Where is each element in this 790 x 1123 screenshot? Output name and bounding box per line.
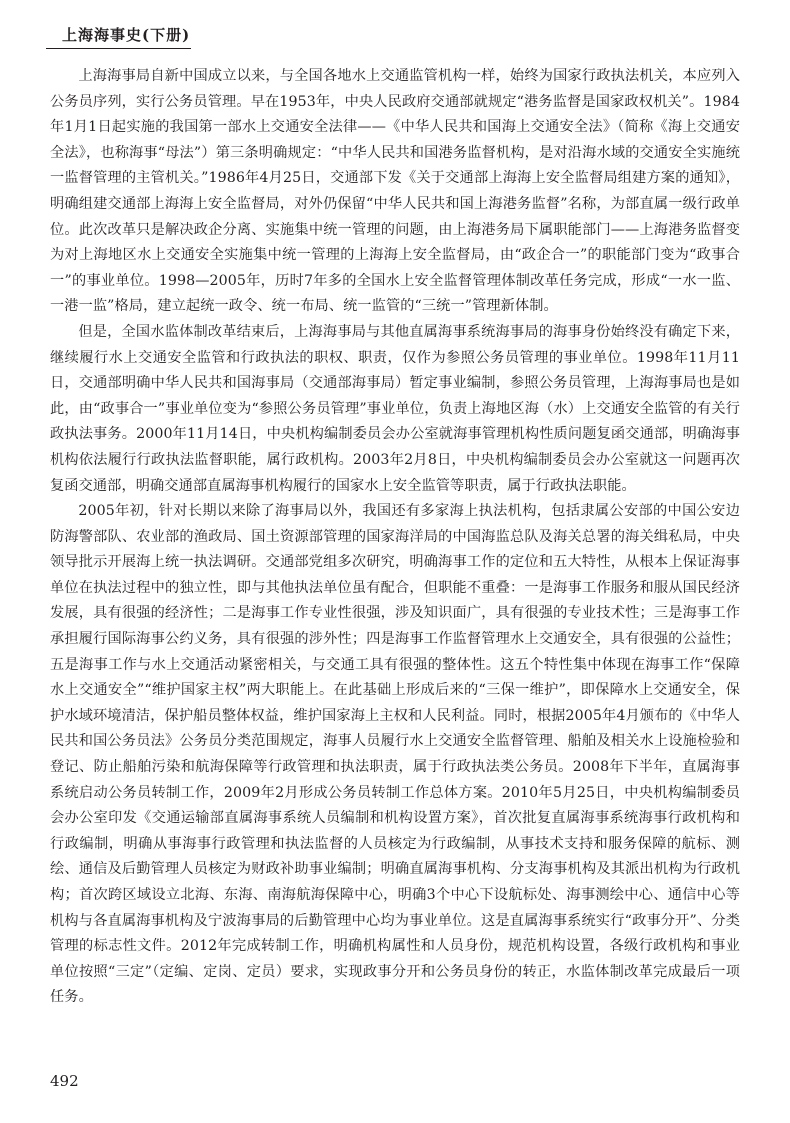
paragraph-3: 2005年初，针对长期以来除了海事局以外，我国还有多家海上执法机构，包括隶属公安部的中国公安边防海警部队、农业部的渔政局、国土资源部管理的国家海洋局的中国海监总队及海关总署的海关缉私局，中央领导批示开展海上统一执法调研。交通部党组多次研究，明确海事工作的定位和五大特性，从根本上保证海事单位在执法过程中的独立性，即与其他执法单位虽有配合，但职能不重叠：一是海事工作服务和服从国民经济发展，具有很强的经济性；二是海事工作专业性很强，涉及知识面广，具有很强的专业技术性；三是海事工作承担履行国际海事公约义务，具有很强的涉外性；四是海事工作监督管理水上交通安全，具有很强的公益性；五是海事工作与水上交通活动紧密相关，与交通工具有很强的整体性。这五个特性集中体现在海事工作“保障水上交通安全”“维护国家主权”两大职能上。在此基础上形成后来的“三保一维护”，即保障水上交通安全，保护水域环境清洁，保护船员整体权益，维护国家海上主权和人民利益。同时，根据2005年4月颁布的《中华人民共和国公务员法》公务员分类范围规定，海事人员履行水上交通安全监督管理、船舶及相关水上设施检验和登记、防止船舶污染和航海保障等行政管理和执法职责，属于行政执法类公务员。2008年下半年，直属海事系统启动公务员转制工作，2009年2月形成公务员转制工作总体方案。2010年5月25日，中央机构编制委员会办公室印发《交通运输部直属海事系统人员编制和机构设置方案》，首次批复直属海事系统海事行政机构和行政编制，明确从事海事行政管理和执法监督的人员核定为行政编制，从事技术支持和服务保障的航标、测绘、通信及后勤管理人员核定为财政补助事业编制；明确直属海事机构、分支海事机构及其派出机构为行政机构；首次跨区域设立北海、东海、南海航海保障中心，明确3个中心下设航标处、海事测绘中心、通信中心等机构与各直属海事机构及宁波海事局的后勤管理中心均为事业单位。这是直属海事系统实行“政事分开”、分类管理的标志性文件。2012年完成转制工作，明确机构属性和人员身份，规范机构设置，各级行政机构和事业单位按照“三定”（定编、定岗、定员）要求，实现政事分开和公务员身份的转正，水监体制改革完成最后一项任务。 xyxy=(50,503,740,1006)
body-text xyxy=(50,64,740,1011)
running-header xyxy=(46,18,191,52)
paragraph-1: 上海海事局自新中国成立以来，与全国各地水上交通监管机构一样，始终为国家行政执法机关，本应列入公务员序列，实行公务员管理。早在1953年，中央人民政府交通部就规定“港务监督是国家政权机关”。1984年1月1日起实施的我国第一部水上交通安全法律——《中华人民共和国海上交通安全法》（简称《海上交通安全法》，也称海事“母法”）第三条明确规定：“中华人民共和国港务监督机构，是对沿海水域的交通安全实施统一监督管理的主管机关。”1986年4月25日，交通部下发《关于交通部上海海上安全监督局组建方案的通知》，明确组建交通部上海海上安全监督局，对外仍保留“中华人民共和国上海港务监督”名称，为部直属一级行政单位。此次改革只是解决政企分离、实施集中统一管理的问题，由上海港务局下属职能部门——上海港务监督变为对上海地区水上交通安全实施集中统一管理的上海海上安全监督局，由“政企合一”的职能部门变为“政事合一”的事业单位。1998—2005年，历时7年多的全国水上安全监督管理体制改革任务完成，形成“一水一监、一港一监”格局，建立起统一政令、统一布局、统一监管的“三统一”管理新体制。 xyxy=(50,68,740,315)
book-title: 上海海事史(下册) xyxy=(62,26,191,44)
header-rule xyxy=(46,48,191,49)
page-number: 492 xyxy=(50,1072,79,1090)
paragraph-2: 但是，全国水监体制改革结束后，上海海事局与其他直属海事系统海事局的海事身份始终没有确定下来，继续履行水上交通安全监管和行政执法的职权、职责，仅作为参照公务员管理的事业单位。1998年11月11日，交通部明确中华人民共和国海事局（交通部海事局）暂定事业编制，参照公务员管理，上海海事局也是如此，由“政事合一”事业单位变为“参照公务员管理”事业单位，负责上海地区海（水）上交通安全监管的有关行政执法事务。2000年11月14日，中央机构编制委员会办公室就海事管理机构性质问题复函交通部，明确海事机构依法履行行政执法监督职能，属行政机构。2003年2月8日，中央机构编制委员会办公室就这一问题再次复函交通部，明确交通部直属海事机构履行的国家水上安全监管等职责，属于行政执法职能。 xyxy=(50,323,740,494)
